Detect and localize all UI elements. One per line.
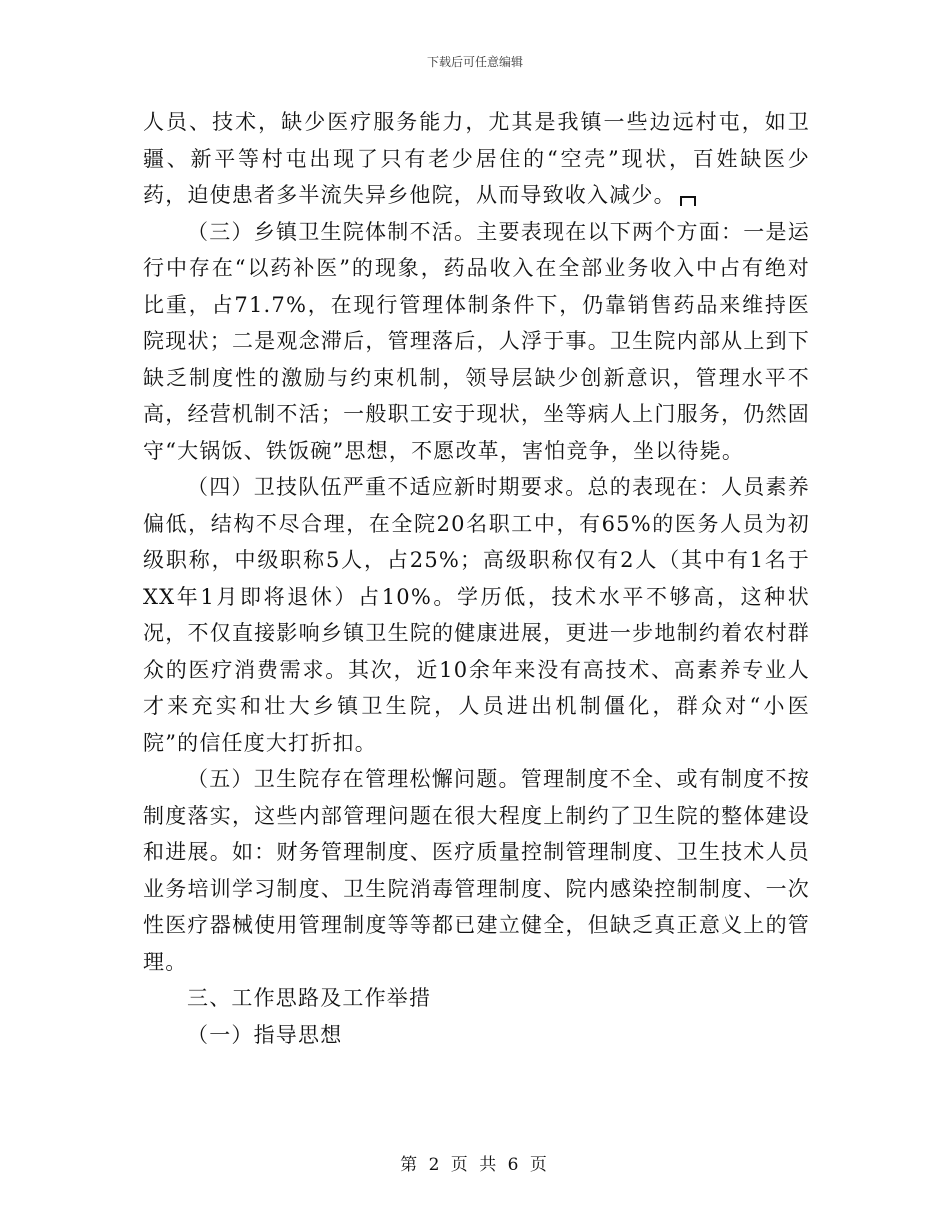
paragraph-three: （三）乡镇卫生院体制不活。主要表现在以下两个方面：一是运行中存在“以药补医”的现象，药品收入在全部业务收入中占有绝对比重，占71.7%，在现行管理体制条件下，仍靠销售药品来维持医院现状；二是观念滞后，管理落后，人浮于事。卫生院内部从上到下缺乏制度性的激励与约束机制，领导层缺少创新意识，管理水平不高，经营机制不活；一般职工安于现状，坐等病人上门服务，仍然固守“大锅饭、铁饭碗”思想，不愿改革，害怕竞争，坐以待毙。 [143, 219, 810, 463]
page-footer: 第 2 页 共 6 页 [400, 1155, 550, 1175]
paragraph-four: （四）卫技队伍严重不适应新时期要求。总的表现在：人员素养偏低，结构不尽合理，在全院20名职工中，有65%的医务人员为初级职称，中级职称5人，占25%；高级职称仅有2人（其中有1名于XX年1月即将退休）占10%。学历低，技术水平不够高，这种状况，不仅直接影响乡镇卫生院的健康进展，更进一步地制约着农村群众的医疗消费需求。其次，近10余年来没有高技术、高素养专业人才来充实和壮大乡镇卫生院，人员进出机制僵化，群众对“小医院”的信任度大打折扣。 [143, 475, 810, 755]
section-heading: 三、工作思路及工作举措 [187, 986, 432, 1010]
document-body [143, 104, 810, 1053]
page-header: 下载后可任意编辑 [426, 55, 523, 69]
subsection-heading: （一）指导思想 [187, 1022, 343, 1047]
paragraph-text: 人员、技术，缺少医疗服务能力，尤其是我镇一些边远村屯，如卫疆、新平等村屯出现了只有老少居住的“空壳”现状，百姓缺医少药，迫使患者多半流失异乡他院，从而导致收入减少。 [143, 110, 810, 207]
paragraph-continuation [143, 104, 810, 214]
paragraph-five: （五）卫生院存在管理松懈问题。管理制度不全、或有制度不按制度落实，这些内部管理问题在很大程度上制约了卫生院的整体建设和进展。如：财务管理制度、医疗质量控制管理制度、卫生技术人员业务培训学习制度、卫生院消毒管理制度、院内感染控制制度、一次性医疗器械使用管理制度等等都已建立健全，但缺乏真正意义上的管理。 [143, 767, 810, 974]
text-cursor-icon [680, 196, 696, 206]
